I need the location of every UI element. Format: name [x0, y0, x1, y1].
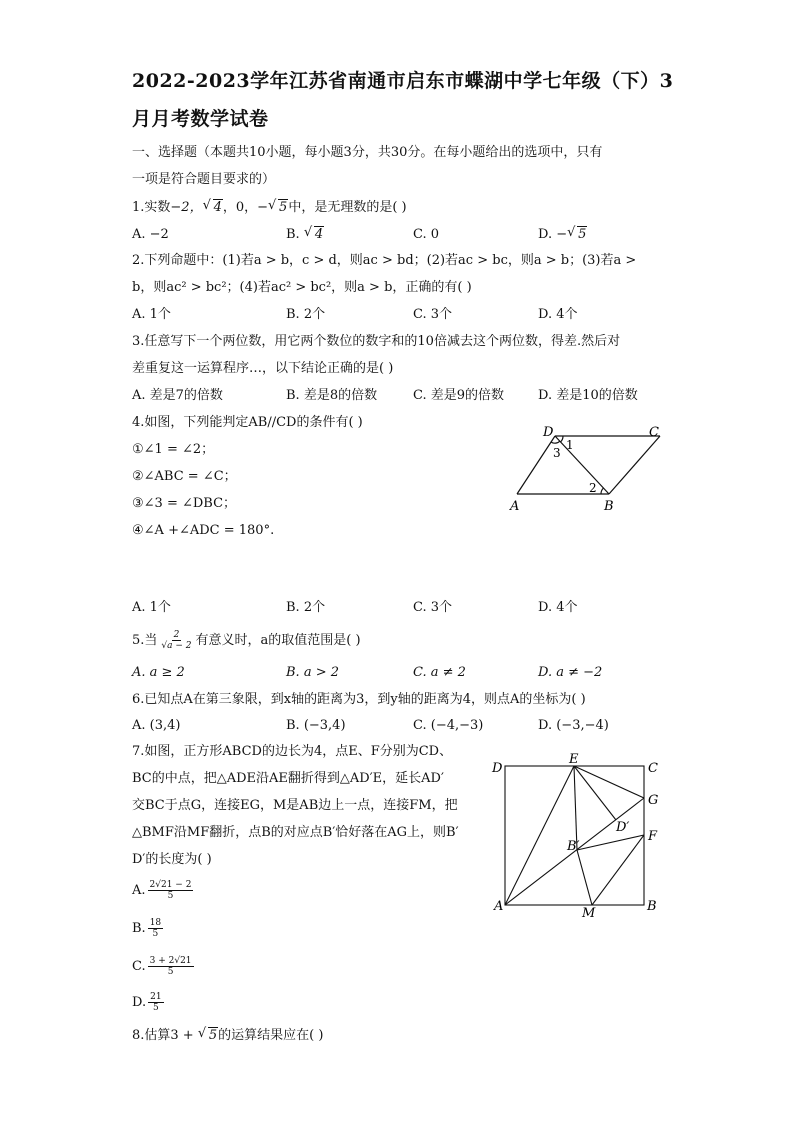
q4-label-b: B [604, 499, 614, 514]
q7-stem-line3: 交BC于点G，连接EG，M是AB边上一点，连接FM，把 [132, 798, 458, 813]
q4-figure [505, 420, 675, 515]
q7-label-d: D [492, 761, 503, 776]
q4-option-c[interactable]: C. 3个 [413, 600, 453, 615]
q6-option-d[interactable]: D. (−3,−4) [538, 718, 609, 733]
q7-segment-mf [592, 835, 644, 905]
q5-fraction [159, 630, 193, 651]
q1-radicand-4: 4 [213, 200, 222, 215]
q7-option-b-fraction [148, 918, 163, 939]
q7-label-a: A [494, 899, 504, 914]
section-heading-line2: 一项是符合题目要求的） [132, 172, 276, 187]
q3-option-a[interactable]: A. 差是7的倍数 [132, 388, 223, 403]
q7-option-b-denominator: 5 [152, 929, 159, 939]
page-title: 2022-2023学年江苏省南通市启东市蝶湖中学七年级（下）3月月考数学试卷 [132, 70, 674, 130]
q7-label-g: G [648, 793, 659, 808]
q5-stem-end: 有意义时，a的取值范围是( ) [195, 633, 361, 648]
q4-angle-arc-1 [561, 436, 564, 442]
q8-radicand: 5 [208, 1028, 218, 1043]
q7-segment-eb-prime [574, 766, 577, 850]
q6-option-a[interactable]: A. (3,4) [132, 718, 181, 733]
q7-option-b-label: B. [132, 921, 146, 936]
q1-option-b-radicand: 4 [314, 227, 324, 242]
q1-option-d-sqrt [567, 225, 587, 245]
q4-option-a[interactable]: A. 1个 [132, 600, 171, 615]
q1-stem-text: 1.实数 [132, 200, 171, 215]
q1-option-a[interactable]: A. −2 [132, 227, 169, 242]
q1-stem [132, 198, 407, 218]
section-heading-line1: 一、选择题（本题共10小题，每小题3分，共30分。在每小题给出的选项中，只有 [132, 145, 603, 160]
q7-option-d-numerator: 21 [150, 992, 162, 1002]
q7-option-d-label: D. [132, 995, 147, 1010]
q7-option-a-denominator: 5 [167, 891, 174, 901]
q6-option-c[interactable]: C. (−4,−3) [413, 718, 484, 733]
q7-option-d-denominator: 5 [152, 1003, 159, 1013]
q7-stem-line4: △BMF沿MF翻折，点B的对应点B′恰好落在AG上，则B′ [132, 825, 459, 840]
q1-option-c[interactable]: C. 0 [413, 227, 440, 242]
q5-option-b[interactable]: B. a > 2 [286, 665, 339, 680]
q7-option-c-fraction [148, 956, 194, 977]
q5-option-a[interactable]: A. a ≥ 2 [132, 665, 185, 680]
q7-option-a-numerator: 2√21 − 2 [149, 880, 192, 890]
q1-minus: − [257, 200, 269, 215]
q2-option-b[interactable]: B. 2个 [286, 307, 326, 322]
q2-option-d[interactable]: D. 4个 [538, 307, 578, 322]
q8-stem [132, 1026, 323, 1046]
q7-label-c: C [648, 761, 658, 776]
q4-condition-1: ①∠1 = ∠2； [132, 442, 215, 457]
q7-label-b: B [647, 899, 657, 914]
q4-label-c: C [649, 425, 659, 440]
q7-segment-ae [505, 766, 574, 905]
q1-sqrt5 [268, 198, 288, 218]
q7-option-a-label: A. [132, 883, 146, 898]
q4-condition-4: ④∠A +∠ADC = 180°. [132, 523, 275, 538]
q1-option-d-label: D. − [538, 227, 568, 242]
q1-value-0: ，0， [222, 200, 258, 215]
q3-option-d[interactable]: D. 差是10的倍数 [538, 388, 638, 403]
q6-stem: 6.已知点A在第三象限，到x轴的距离为3，到y轴的距离为4，则点A的坐标为( ) [132, 692, 586, 707]
q7-figure [488, 752, 668, 922]
q7-option-d-fraction [148, 992, 163, 1013]
q4-segment-ad [517, 436, 555, 494]
q5-fraction-denominator: √a − 2 [161, 641, 192, 651]
q4-angle-label-1: 1 [566, 438, 574, 452]
q4-option-b[interactable]: B. 2个 [286, 600, 326, 615]
q8-stem-start: 8.估算3 + [132, 1028, 198, 1043]
q7-option-a[interactable] [132, 880, 195, 901]
q4-segment-db [555, 436, 609, 494]
q1-stem-end: 中，是无理数的是( ) [288, 200, 407, 215]
q4-segment-bc [609, 436, 660, 494]
q1-option-b[interactable] [286, 225, 324, 245]
q7-label-e: E [569, 752, 579, 767]
q1-option-b-sqrt [304, 225, 324, 245]
q2-option-a[interactable]: A. 1个 [132, 307, 171, 322]
q5-option-c[interactable]: C. a ≠ 2 [413, 665, 466, 680]
q3-option-b[interactable]: B. 差是8的倍数 [286, 388, 378, 403]
q3-stem-line2: 差重复这一运算程序…，以下结论正确的是( ) [132, 361, 394, 376]
q7-option-c-label: C. [132, 959, 146, 974]
q5-stem [132, 630, 361, 651]
q4-angle-label-3: 3 [553, 446, 561, 460]
q7-option-c[interactable] [132, 956, 196, 977]
q2-stem-line1: 2.下列命题中：(1)若a > b，c > d，则ac > bd；(2)若ac > bc，则a > b；(3)若a > [132, 253, 637, 268]
q7-option-b-numerator: 18 [149, 918, 162, 928]
q7-option-c-denominator: 5 [167, 967, 174, 977]
q4-condition-3: ③∠3 = ∠DBC； [132, 496, 237, 511]
q8-sqrt5 [198, 1026, 218, 1046]
q1-radicand-5: 5 [279, 200, 288, 215]
q7-option-a-fraction [148, 880, 194, 901]
q6-option-b[interactable]: B. (−3,4) [286, 718, 346, 733]
q7-option-b[interactable] [132, 918, 165, 939]
q7-option-d[interactable] [132, 992, 166, 1013]
q1-value-neg2: −2， [170, 200, 203, 215]
q1-sqrt4 [203, 198, 223, 218]
q2-option-c[interactable]: C. 3个 [413, 307, 453, 322]
q4-option-d[interactable]: D. 4个 [538, 600, 578, 615]
q1-option-d-radicand: 5 [578, 227, 587, 242]
q7-segment-bprime-m [577, 850, 592, 905]
q5-fraction-numerator: 2 [173, 630, 180, 640]
q7-label-m: M [582, 906, 596, 921]
q4-angle-label-2: 2 [589, 481, 597, 495]
q7-stem-line5: D′的长度为( ) [132, 852, 212, 867]
q4-angle-arc-3 [551, 441, 560, 443]
q8-stem-end: 的运算结果应在( ) [218, 1028, 324, 1043]
q3-option-c[interactable]: C. 差是9的倍数 [413, 388, 505, 403]
q4-angle-arc-2 [601, 488, 604, 494]
q5-stem-start: 5.当 [132, 633, 158, 648]
q3-stem-line1: 3.任意写下一个两位数，用它两个数位的数字和的10倍减去这个两位数，得差.然后对 [132, 334, 621, 349]
q7-stem-line1: 7.如图，正方形ABCD的边长为4，点E、F分别为CD、 [132, 744, 453, 759]
q2-stem-line2: b，则ac² > bc²；(4)若ac² > bc²，则a > b，正确的有( ) [132, 280, 472, 295]
q7-option-c-numerator: 3 + 2√21 [149, 956, 192, 966]
q5-option-d[interactable]: D. a ≠ −2 [538, 665, 603, 680]
q7-label-d-prime: D′ [616, 820, 630, 835]
q7-segment-eg [574, 766, 644, 798]
q7-label-b-prime: B′ [567, 839, 580, 854]
q4-condition-2: ②∠ABC = ∠C； [132, 469, 237, 484]
q1-option-d[interactable] [538, 225, 587, 245]
q7-segment-ed-prime [574, 766, 616, 820]
q4-label-d: D [543, 425, 554, 440]
q7-label-f: F [648, 829, 658, 844]
q1-option-b-label: B. [286, 227, 304, 242]
q4-stem: 4.如图，下列能判定AB//CD的条件有( ) [132, 415, 363, 430]
q7-stem-line2: BC的中点，把△ADE沿AE翻折得到△AD′E，延长AD′ [132, 771, 444, 786]
q4-label-a: A [510, 499, 520, 514]
